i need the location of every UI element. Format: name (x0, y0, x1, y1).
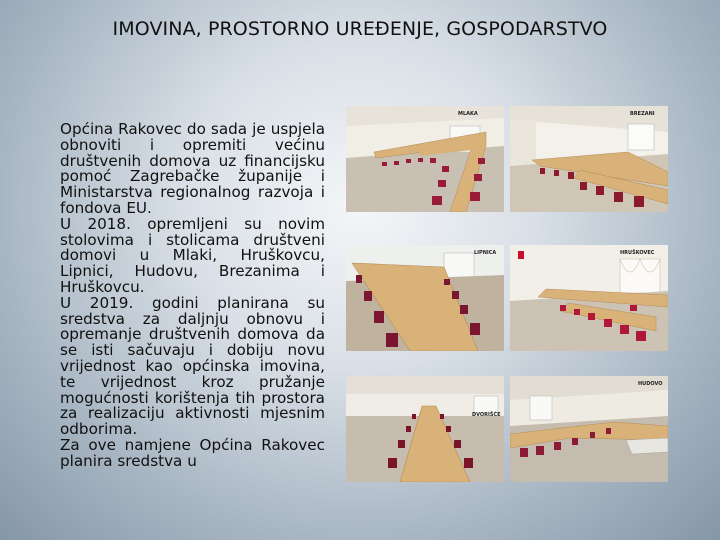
photo-brezani (510, 106, 668, 212)
paragraph-2018: U 2018. opremljeni su novim stolovima i stolicama društveni domovi u Mlaki, Hruškovcu, Lipnici, Hudovu, Brezanima i Hruškovcu. (60, 214, 325, 296)
photo-label-mlaka: MLAKA (458, 111, 478, 117)
photo-label-hudovo: HUDOVO (638, 381, 663, 387)
slide-title: IMOVINA, PROSTORNO UREĐENJE, GOSPODARSTVO (112, 18, 608, 40)
photo-label-brezani: BREZANI (630, 111, 655, 117)
photo-lipnica (346, 245, 504, 351)
paragraph-2019: U 2019. godini planirana su sredstva za daljnju obnovu i opremanje društvenih domova da se isti sačuvaju i dobiju novu vrijednost kao općinska imovina, te vrijednost kroz pružanje mogućnosti korištenja tih prostora za realizaciju aktivnosti mjesnim odborima. (60, 293, 325, 439)
photo-hudovo (510, 376, 668, 482)
photo-dvorisce (346, 376, 504, 482)
paragraph-intro: Općina Rakovec do sada je uspjela obnoviti i opremiti većinu društvenih domova uz financijsku pomoć Zagrebačke županije i Ministarstva regionalnog razvoja i fondova EU. (60, 122, 325, 217)
body-text (60, 122, 325, 540)
photo-label-hruskovec: HRUŠKOVEC (620, 250, 655, 256)
paragraph-funding: Za ove namjene Općina Rakovec planira sredstva u (60, 435, 325, 470)
photo-label-lipnica: LIPNICA (474, 250, 497, 256)
photo-hruskovec (510, 245, 668, 351)
photo-mlaka (346, 106, 504, 212)
photo-label-dvorisce: DVORIŠĆE (472, 412, 501, 418)
